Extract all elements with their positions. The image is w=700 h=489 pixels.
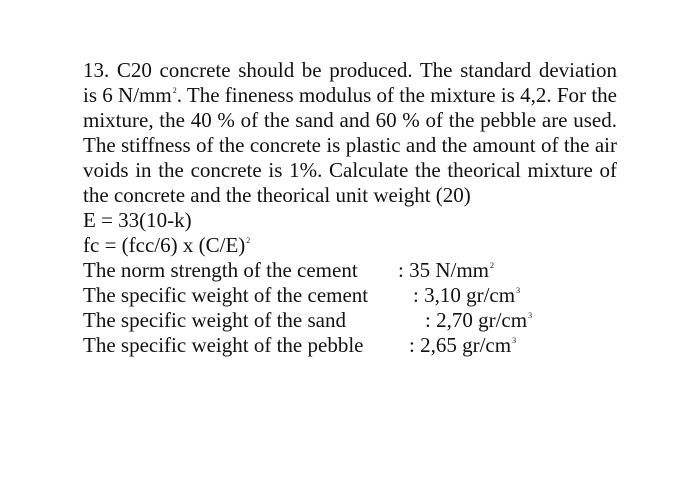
property-label-sand-weight: The specific weight of the sand — [83, 308, 346, 332]
property-label-cement-weight: The specific weight of the cement — [83, 283, 369, 307]
property-value-cement-weight: : 3,10 $gr/cm^3$ — [413, 283, 521, 307]
formula-fc-text: fc = (fcc/6) x (C/E) — [83, 233, 246, 257]
property-value-cement-strength: : 35 $N/mm^2$ — [398, 258, 495, 282]
property-label-cement-strength: The norm strength of the cement — [83, 258, 358, 282]
formula-fc — [83, 233, 250, 258]
formula-e: E = 33(10-k) — [83, 208, 192, 232]
property-value-sand-weight: : 2,70 $gr/cm^3$ — [425, 308, 533, 332]
unit-exponent: 2 — [172, 86, 177, 95]
problem-text-part1: 13. C20 concrete should be produced. The standard deviation is 6 N/mm — [83, 58, 617, 107]
formula-fc-exponent: 2 — [246, 236, 251, 245]
problem-text-part2: . The fineness modulus of the mixture is 4,2. For the mixture, the 40 % of the sand and 60 % of the pebble are used. The stiffness of the concrete is plastic and the amount of the air voids in the concrete is 1%. Calculate the theorical mixture of the concrete and the theorical unit weight (20) — [83, 83, 617, 207]
problem-statement — [83, 58, 617, 208]
property-value-pebble-weight: : 2,65 $gr/cm^3$ — [409, 333, 517, 357]
property-label-pebble-weight: The specific weight of the pebble — [83, 333, 364, 357]
